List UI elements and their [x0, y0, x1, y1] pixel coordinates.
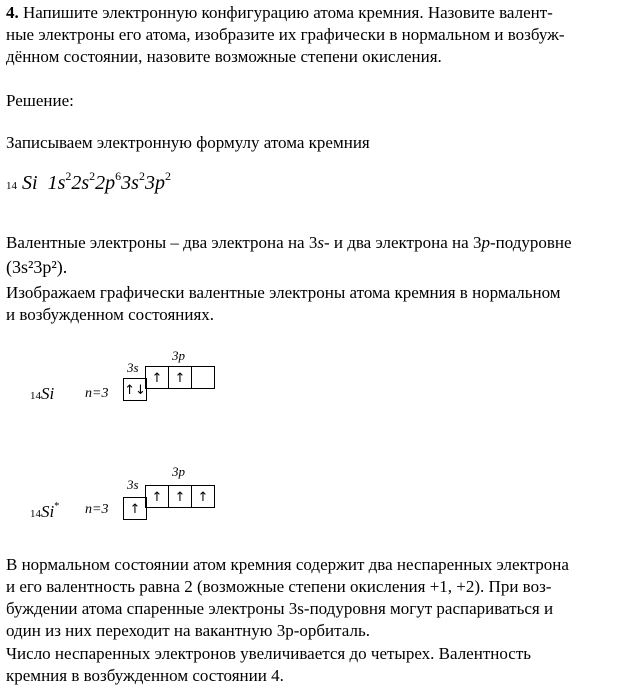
- valence-text-b: s: [317, 233, 324, 252]
- formula-exp: 2: [89, 169, 96, 183]
- conclusion-line-2: и его валентность равна 2 (возможные степени окисления +1, +2). При воз-: [6, 577, 552, 596]
- valence-line-1: [6, 232, 572, 254]
- conclusion-line-5: Число неспаренных электронов увеличивается до четырех. Валентность: [6, 644, 532, 663]
- task-text-1: Напишите электронную конфигурацию атома кремния. Назовите валент-: [23, 3, 553, 22]
- excited-3p-label: 3p: [172, 464, 185, 479]
- excited-3s-label: 3s: [127, 477, 139, 492]
- normal-3p-orbital: [191, 366, 215, 389]
- normal-atom: [30, 384, 54, 404]
- valence-line-2: (3s²3p²).: [6, 257, 68, 277]
- formula-term: 1s: [47, 172, 66, 194]
- formula-exp: 2: [164, 169, 171, 183]
- normal-3s-orbital: [123, 378, 147, 401]
- formula-atomic-number: 14: [6, 180, 17, 192]
- excited-n-label: [85, 502, 108, 518]
- excited-atomic-number: 14: [30, 508, 41, 520]
- task-line-3: дённом состоянии, назовите возможные степени окисления.: [6, 47, 442, 66]
- conclusion-line-4: один из них переходит на вакантную 3p-орбиталь.: [6, 621, 370, 640]
- electron-formula: [6, 169, 171, 195]
- graphic-intro-1: Изображаем графически валентные электроны атома кремния в нормальном: [6, 283, 561, 302]
- formula-symbol: Si: [22, 172, 38, 194]
- formula-term: 2p: [95, 172, 116, 194]
- excited-symbol: Si: [41, 502, 55, 521]
- graphic-intro-2: и возбужденном состояниях.: [6, 305, 215, 324]
- formula-exp: 2: [65, 169, 72, 183]
- conclusion-line-3: буждении атома спаренные электроны 3s-подуровня могут распариваться и: [6, 599, 554, 618]
- excited-atom: [30, 502, 59, 522]
- normal-3p-orbital: [168, 366, 192, 389]
- formula-exp: 2: [138, 169, 145, 183]
- valence-text-c: - и два электрона на 3: [323, 233, 482, 252]
- normal-n-label: [85, 386, 108, 402]
- excited-3s-orbital: [123, 497, 147, 520]
- normal-atomic-number: 14: [30, 390, 41, 402]
- task-line-1: [6, 2, 553, 24]
- excited-3p-orbital: [191, 485, 215, 508]
- excited-star: *: [54, 501, 60, 512]
- electron-arrows: ↑↓: [124, 383, 146, 398]
- formula-term: 3s: [121, 172, 139, 194]
- electron-arrows: ↑: [174, 490, 186, 505]
- formula-term: 2s: [71, 172, 90, 194]
- solution-label: Решение:: [6, 91, 74, 110]
- normal-3p-label: 3p: [172, 348, 185, 363]
- formula-intro: Записываем электронную формулу атома кремния: [6, 133, 370, 152]
- electron-arrows: ↑: [197, 490, 209, 505]
- electron-arrows: ↑: [151, 371, 163, 386]
- excited-n-text: n=3: [85, 502, 109, 517]
- excited-3p-orbital: [168, 485, 192, 508]
- valence-text-d: p: [481, 233, 490, 252]
- electron-arrows: ↑: [151, 490, 163, 505]
- formula-term: 3p: [144, 172, 165, 194]
- conclusion-line-1: В нормальном состоянии атом кремния содержит два неспаренных электрона: [6, 555, 569, 574]
- normal-3p-orbital: [145, 366, 169, 389]
- valence-text-e: -подуровне: [489, 233, 572, 252]
- conclusion-line-6: кремния в возбужденном состоянии 4.: [6, 666, 284, 685]
- task-line-2: ные электроны его атома, изобразите их графически в нормальном и возбуж-: [6, 25, 565, 44]
- excited-3p-orbital: [145, 485, 169, 508]
- electron-arrows: ↑: [174, 371, 186, 386]
- normal-n-text: n=3: [85, 386, 109, 401]
- electron-arrows: ↑: [129, 502, 141, 517]
- formula-exp: 6: [115, 169, 122, 183]
- normal-symbol: Si: [41, 384, 55, 403]
- valence-text-a: Валентные электроны – два электрона на 3: [6, 233, 318, 252]
- task-number: 4.: [6, 3, 19, 22]
- normal-3s-label: 3s: [127, 360, 139, 375]
